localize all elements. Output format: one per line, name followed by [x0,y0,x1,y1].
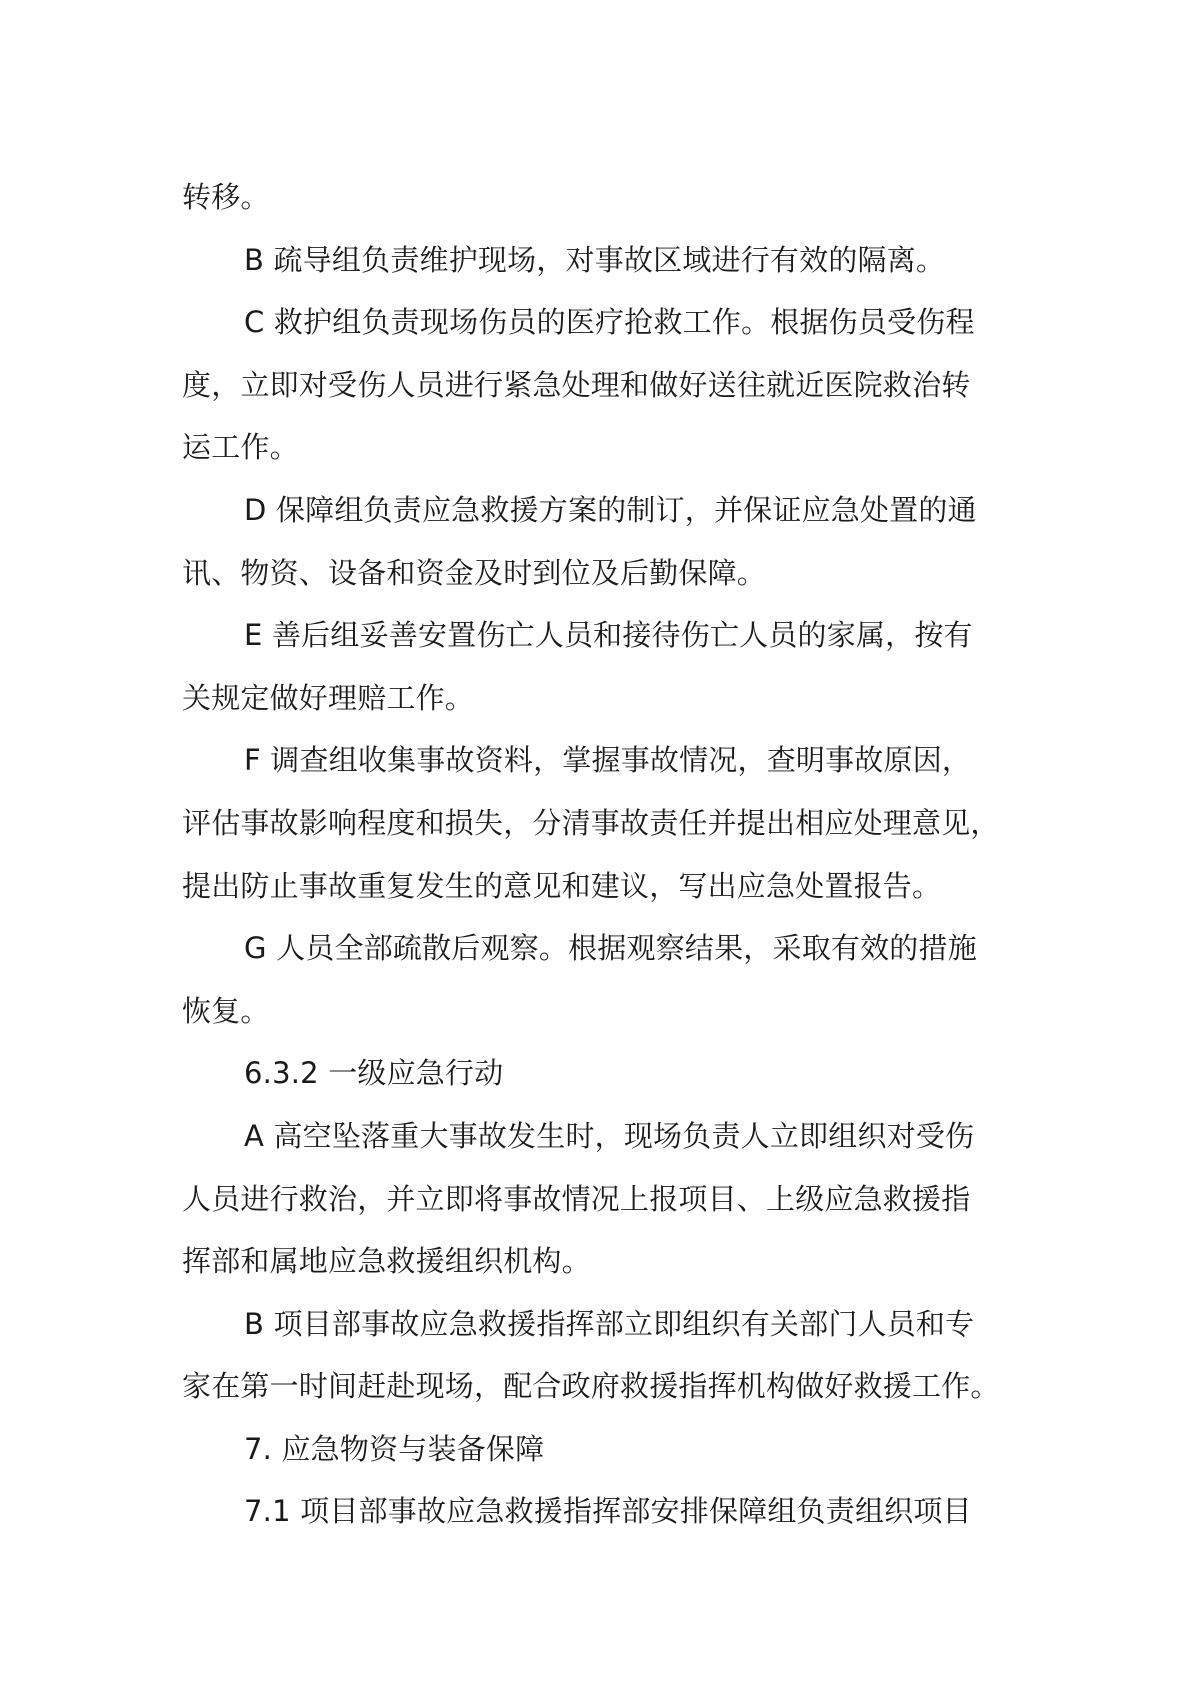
text-line: 度，立即对受伤人员进行紧急处理和做好送往就近医院救治转 [182,367,971,402]
text-line: 讯、物资、设备和资金及时到位及后勤保障。 [182,555,767,590]
text-line: 提出防止事故重复发生的意见和建议，写出应急处置报告。 [182,868,942,903]
text-line: C 救护组负责现场伤员的医疗抢救工作。根据伤员受伤程 [244,305,975,340]
text-line: 人员进行救治，并立即将事故情况上报项目、上级应急救援指 [182,1181,971,1216]
text-line: A 高空坠落重大事故发生时，现场负责人立即组织对受伤 [244,1118,975,1153]
text-line: 运工作。 [182,430,299,465]
text-line: 挥部和属地应急救援组织机构。 [182,1244,591,1279]
text-line: E 善后组妥善安置伤亡人员和接待伤亡人员的家属，按有 [244,618,973,653]
text-line: 转移。 [182,180,270,214]
text-line: B 项目部事故应急救援指挥部立即组织有关部门人员和专 [244,1306,975,1341]
section-heading: 7. 应急物资与装备保障 [244,1431,545,1466]
text-line: 关规定做好理赔工作。 [182,680,475,715]
text-line: 评估事故影响程度和损失，分清事故责任并提出相应处理意见， [182,805,1000,840]
text-line: G 人员全部疏散后观察。根据观察结果，采取有效的措施 [244,931,977,966]
document-body [182,166,1032,1543]
text-line: D 保障组负责应急救援方案的制订，并保证应急处置的通 [244,492,977,527]
text-line: 恢复。 [182,993,270,1028]
text-line: 7.1 项目部事故应急救援指挥部安排保障组负责组织项目 [244,1494,972,1529]
text-line: F 调查组收集事故资料，掌握事故情况，查明事故原因， [244,743,972,778]
text-line: 家在第一时间赶赴现场，配合政府救援指挥机构做好救援工作。 [182,1369,1000,1404]
section-heading: 6.3.2 一级应急行动 [244,1056,504,1091]
text-line: B 疏导组负责维护现场，对事故区域进行有效的隔离。 [244,242,946,277]
